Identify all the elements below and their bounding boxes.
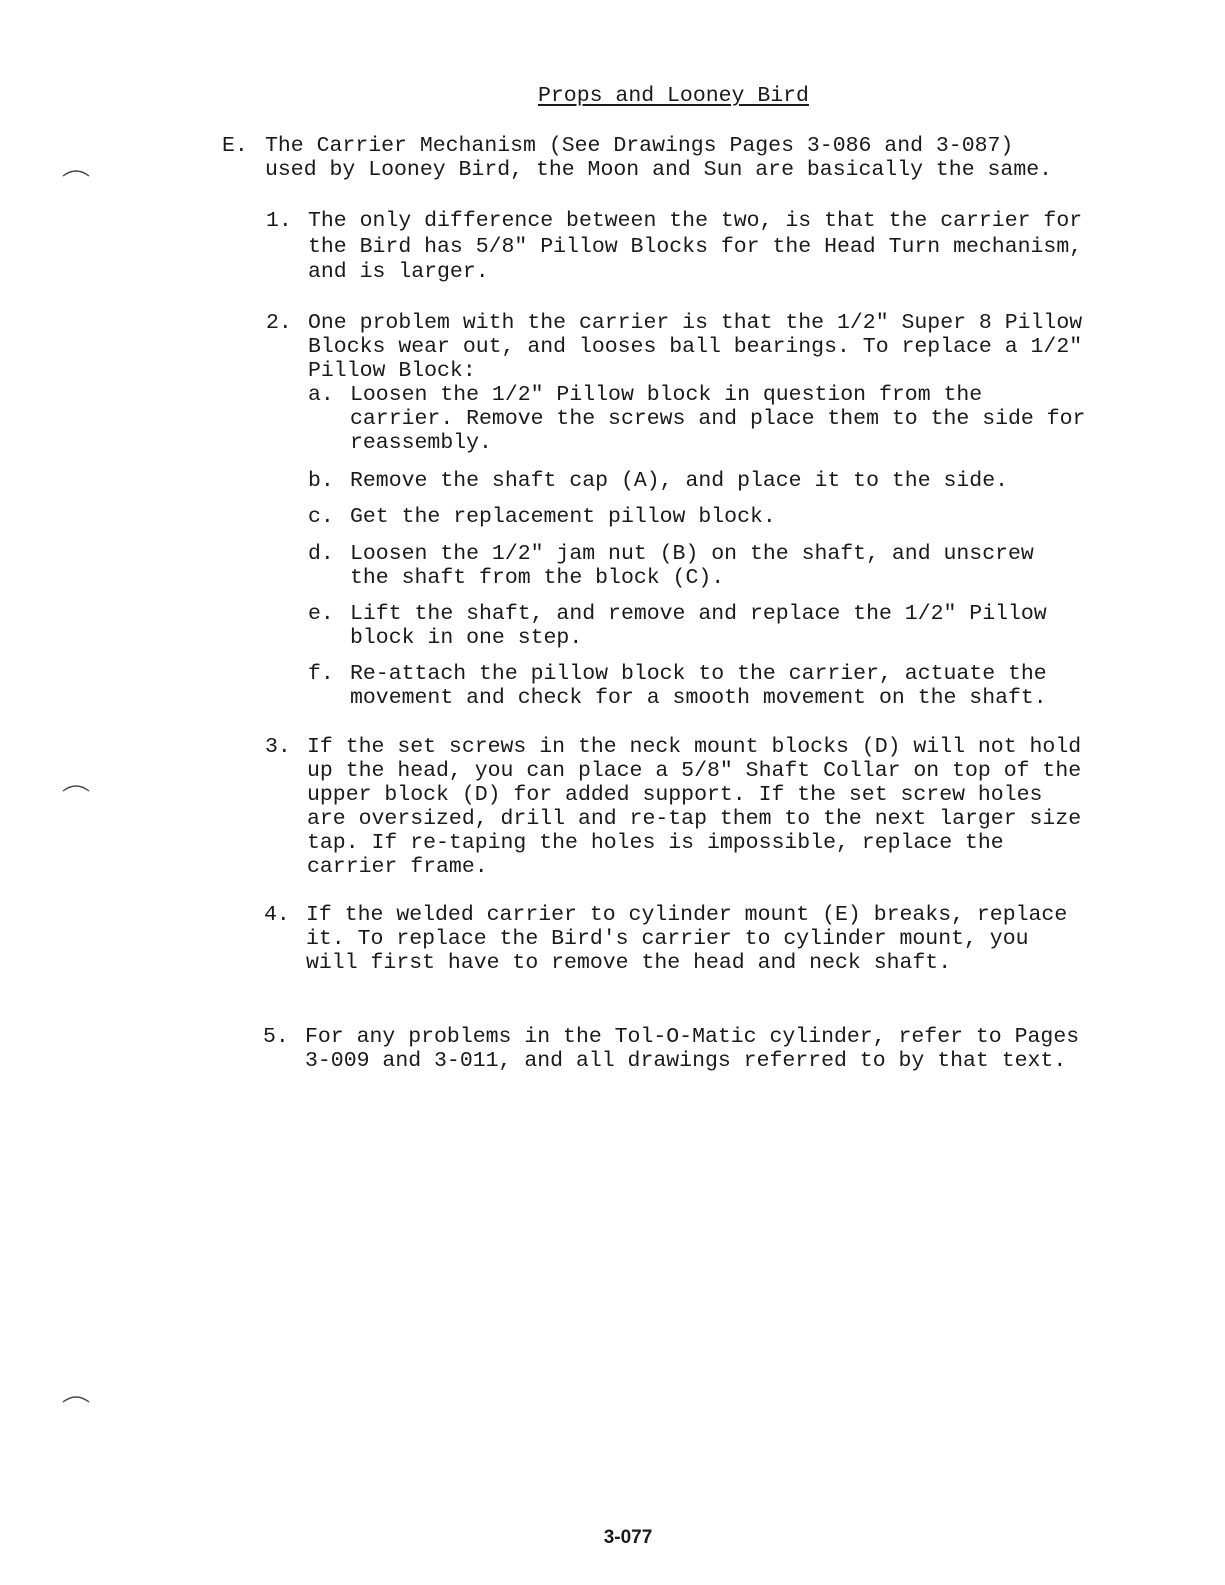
item-number: 3. <box>265 735 291 759</box>
subitem-line: Lift the shaft, and remove and replace the 1/2" Pillow <box>350 602 1047 626</box>
item-line: If the welded carrier to cylinder mount (E) breaks, replace <box>306 903 1068 927</box>
punch-mark <box>62 168 90 178</box>
subitem-line: Get the replacement pillow block. <box>350 505 776 529</box>
item-line: it. To replace the Bird's carrier to cylinder mount, you <box>306 927 1029 951</box>
subitem-line: Remove the shaft cap (A), and place it to the side. <box>350 469 1009 493</box>
item-line: 3-009 and 3-011, and all drawings referred to by that text. <box>305 1049 1067 1073</box>
item-line: up the head, you can place a 5/8" Shaft Collar on top of the <box>307 759 1082 783</box>
subitem-line: block in one step. <box>350 626 583 650</box>
item-line: The only difference between the two, is that the carrier for <box>308 209 1083 233</box>
subitem-letter: d. <box>308 542 334 566</box>
item-line: are oversized, drill and re-tap them to the next larger size <box>307 807 1082 831</box>
punch-mark <box>62 1394 90 1404</box>
subitem-line: Loosen the 1/2" Pillow block in question from the <box>350 383 983 407</box>
subitem-letter: c. <box>308 505 334 529</box>
item-line: If the set screws in the neck mount blocks (D) will not hold <box>307 735 1082 759</box>
item-line: Pillow Block: <box>308 359 476 383</box>
page-title: Props and Looney Bird <box>538 84 809 108</box>
subitem-line: carrier. Remove the screws and place them to the side for <box>350 407 1086 431</box>
item-number: 4. <box>264 903 290 927</box>
subitem-line: Loosen the 1/2" jam nut (B) on the shaft, and unscrew <box>350 542 1034 566</box>
item-line: tap. If re-taping the holes is impossible, replace the <box>307 831 1004 855</box>
item-line: carrier frame. <box>307 855 488 879</box>
item-line: Blocks wear out, and looses ball bearings. To replace a 1/2" <box>308 335 1083 359</box>
item-line: will first have to remove the head and neck shaft. <box>306 951 952 975</box>
section-marker: E. <box>222 134 248 158</box>
subitem-line: reassembly. <box>350 431 492 455</box>
section-line: used by Looney Bird, the Moon and Sun are basically the same. <box>265 158 1053 182</box>
subitem-letter: e. <box>308 602 334 626</box>
subitem-letter: b. <box>308 469 334 493</box>
item-line: and is larger. <box>308 260 489 284</box>
item-line: One problem with the carrier is that the 1/2" Super 8 Pillow <box>308 311 1083 335</box>
item-line: the Bird has 5/8" Pillow Blocks for the Head Turn mechanism, <box>308 235 1083 259</box>
item-line: For any problems in the Tol-O-Matic cylinder, refer to Pages <box>305 1025 1080 1049</box>
page-number: 3-077 <box>603 1527 653 1548</box>
subitem-line: movement and check for a smooth movement on the shaft. <box>350 686 1047 710</box>
subitem-letter: f. <box>308 662 334 686</box>
item-number: 5. <box>263 1025 289 1049</box>
punch-mark <box>62 783 90 793</box>
item-line: upper block (D) for added support. If the set screw holes <box>307 783 1043 807</box>
subitem-letter: a. <box>308 383 334 407</box>
section-line: The Carrier Mechanism (See Drawings Pages 3-086 and 3-087) <box>265 134 1014 158</box>
item-number: 2. <box>266 311 292 335</box>
item-number: 1. <box>266 209 292 233</box>
subitem-line: the shaft from the block (C). <box>350 566 725 590</box>
subitem-line: Re-attach the pillow block to the carrier, actuate the <box>350 662 1047 686</box>
